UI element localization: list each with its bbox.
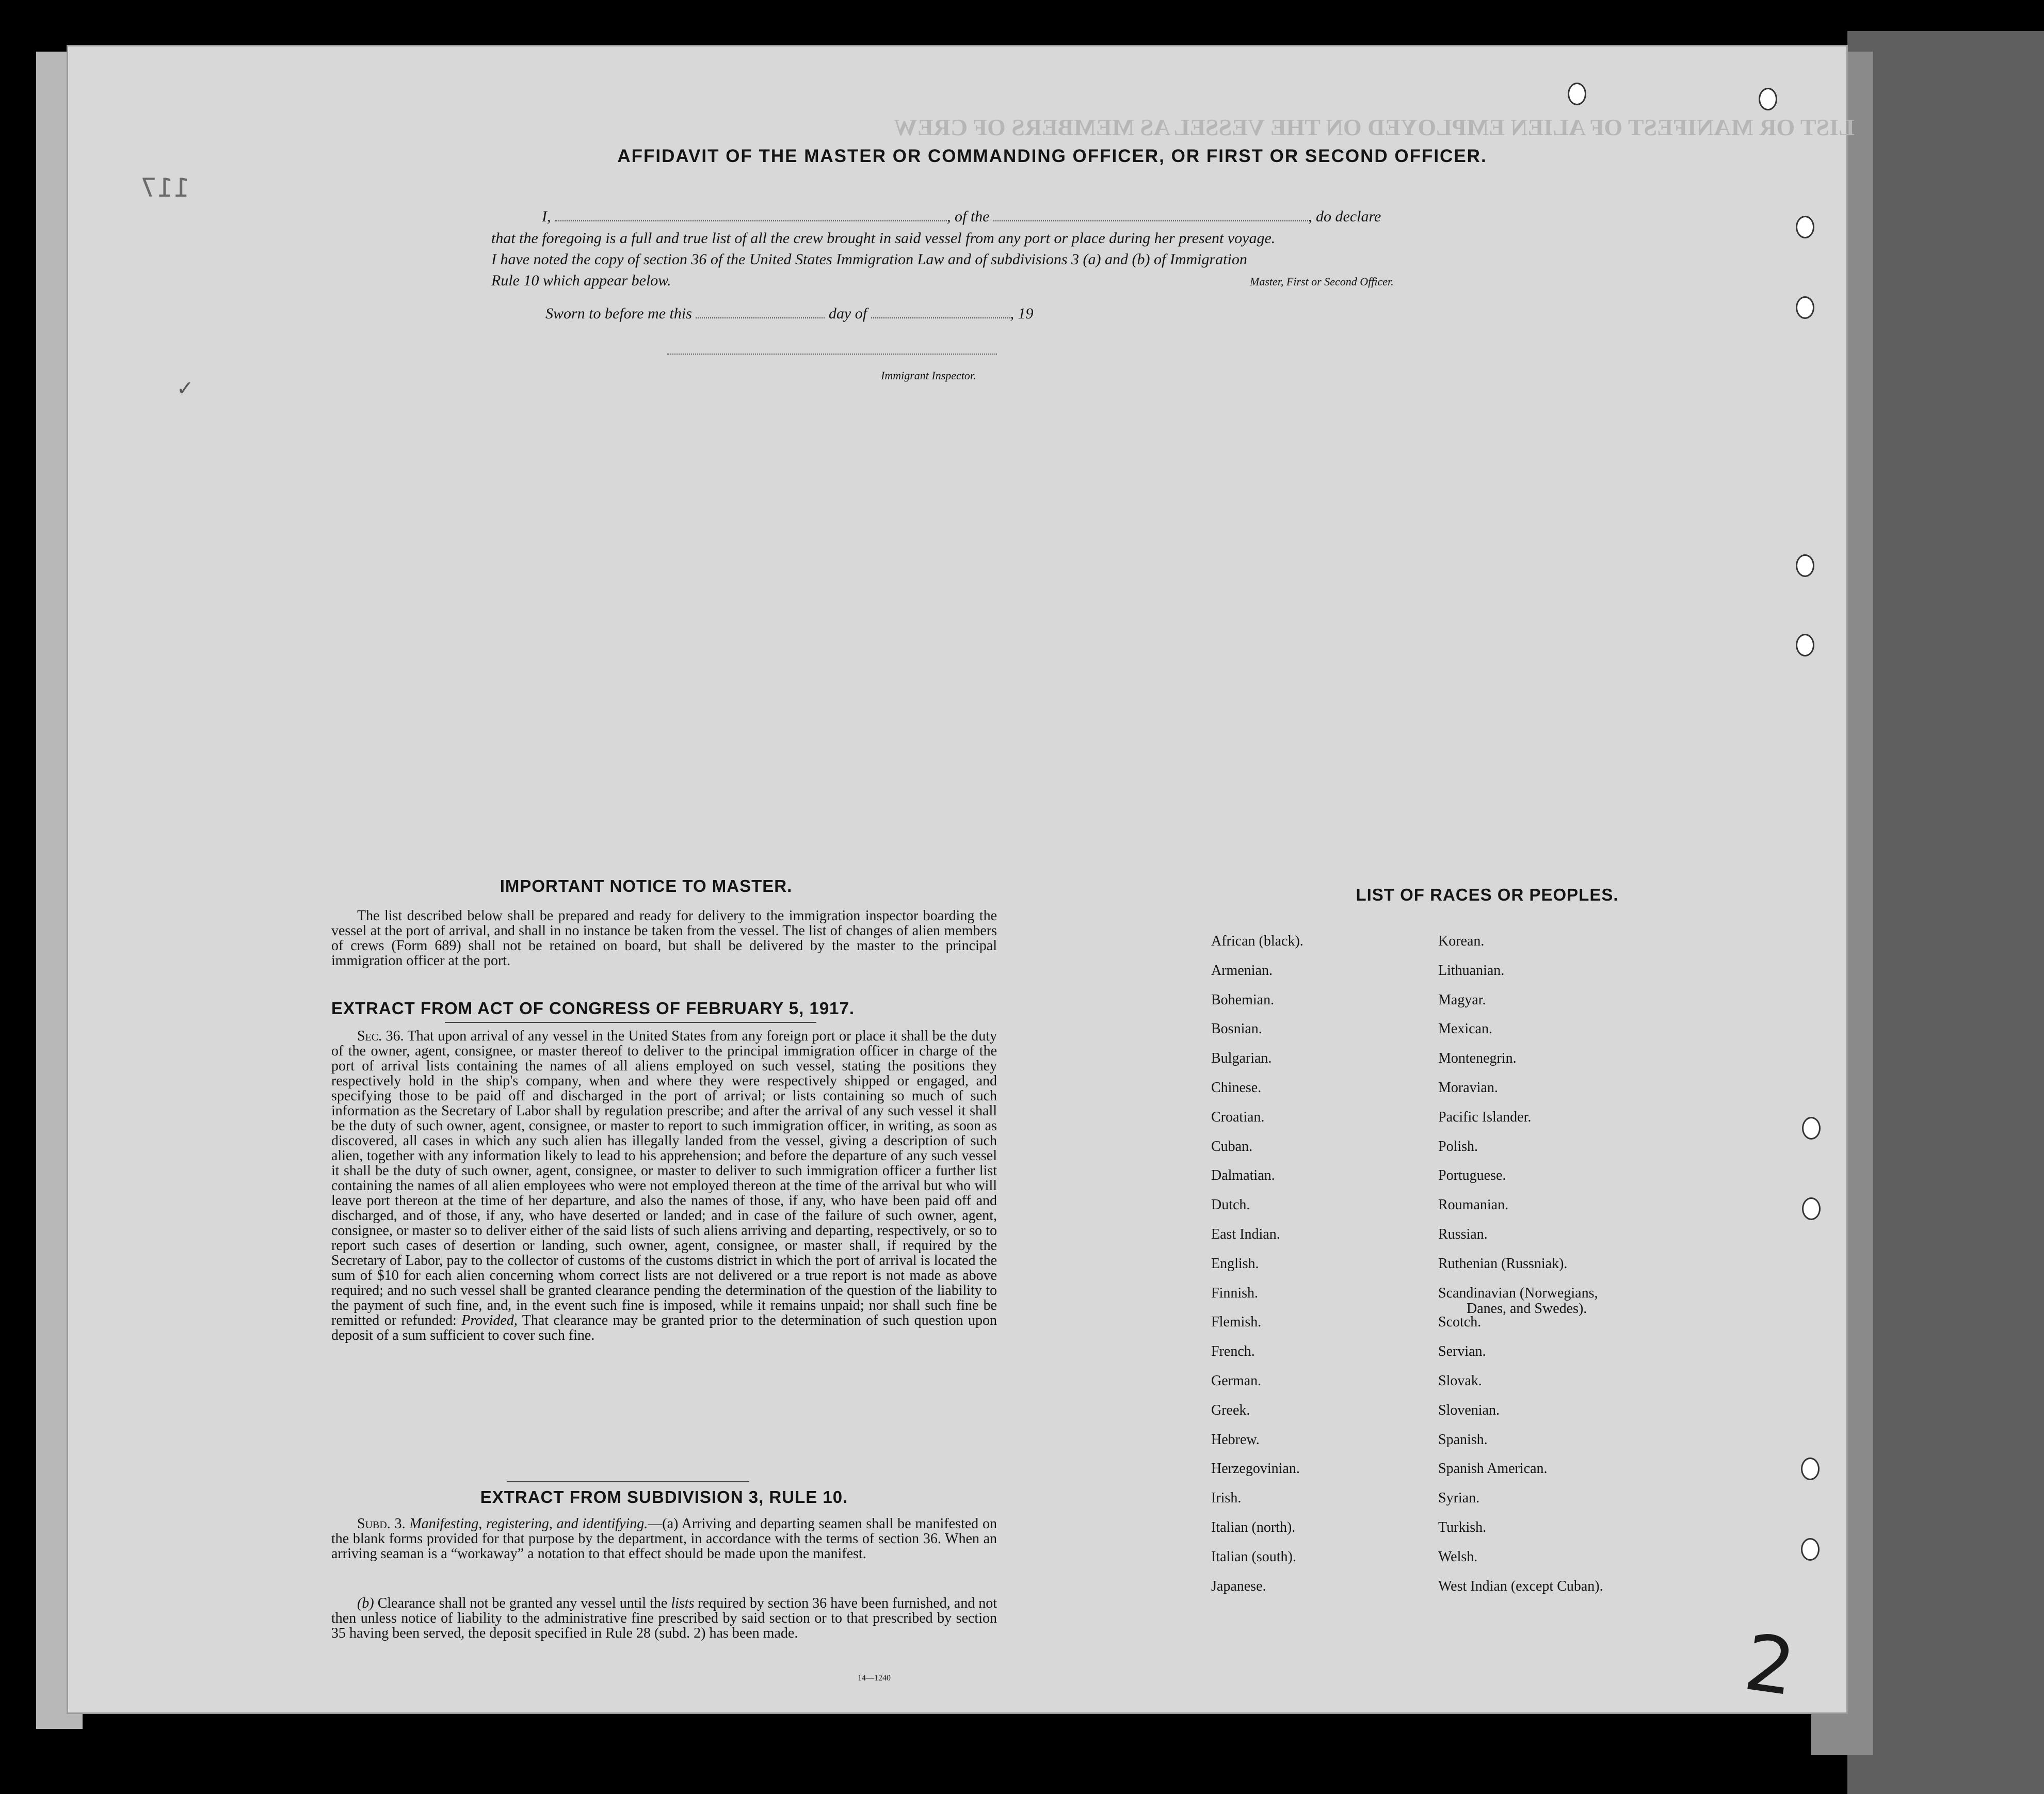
rule-10-para-b	[331, 1596, 997, 1641]
race-item: West Indian (except Cuban).	[1438, 1578, 1603, 1594]
extract-rule-top-rule	[507, 1481, 749, 1482]
race-item: Dutch.	[1211, 1197, 1250, 1213]
race-item: Polish.	[1438, 1138, 1478, 1155]
affidavit-i: I,	[542, 208, 551, 225]
inspector-label: Immigrant Inspector.	[881, 369, 976, 382]
extract-rule-title: EXTRACT FROM SUBDIVISION 3, RULE 10.	[480, 1487, 848, 1507]
race-item: Mexican.	[1438, 1021, 1492, 1037]
race-item: Slovenian.	[1438, 1402, 1500, 1418]
race-item: Moravian.	[1438, 1080, 1498, 1096]
form-number: 14—1240	[858, 1674, 891, 1683]
sec-36-label: Sec. 36.	[357, 1028, 404, 1044]
race-item: Russian.	[1438, 1226, 1488, 1242]
year-label: , 19	[1010, 305, 1034, 322]
race-item: Dalmatian.	[1211, 1167, 1275, 1184]
punch-hole-icon	[1568, 83, 1586, 105]
background-folder-edge	[1847, 31, 2044, 1794]
race-item: Japanese.	[1211, 1578, 1266, 1594]
extract-act-rule	[445, 1022, 816, 1023]
race-item: Pacific Islander.	[1438, 1109, 1532, 1125]
para-a-text: —(a) Arriving and departing seamen shall be manifested on the blank forms provided for that purpose by the department, in accordance with the terms of section 36. When an arriving seaman is a “workaway” a notation to that effect should be made upon the manifest.	[331, 1516, 997, 1562]
race-item: Syrian.	[1438, 1490, 1480, 1507]
race-item: Portuguese.	[1438, 1167, 1506, 1184]
race-item: Croatian.	[1211, 1109, 1265, 1125]
subd-title: Manifesting, registering, and identifying.	[409, 1516, 648, 1532]
day-of-label: day of	[828, 305, 867, 322]
affidavit-line-3: I have noted the copy of section 36 of the United States Immigration Law and of subdivisions 3 (a) and (b) of Immigration	[491, 251, 1247, 268]
para-b-text-2: required by section 36 have been furnished, and not then unless notice of liability to the administrative fine prescribed by said section or to that prescribed by section 35 having been served, the deposit specified in Rule 28 (subd. 2) has been made.	[331, 1595, 997, 1641]
margin-number: 117	[140, 173, 190, 203]
race-item: French.	[1211, 1343, 1255, 1360]
notice-text: The list described below shall be prepared and ready for delivery to the immigration inspector boarding the vessel at the port of arrival, and shall in no instance be taken from the vessel. The list of changes of alien members of crews (Form 689) shall not be retained on board, but shall be delivered by the master to the principal immigration officer at the port.	[331, 908, 997, 969]
punch-hole-icon	[1801, 1538, 1820, 1561]
sworn-label: Sworn to before me this	[545, 305, 692, 322]
sec-36-end: That clearance may be granted prior to the determination of such question upon deposit of a sum sufficient to cover such fine.	[331, 1312, 997, 1343]
para-b-text-1: Clearance shall not be granted any vessel until the	[377, 1595, 668, 1611]
affidavit-line-4: Rule 10 which appear below.	[491, 272, 671, 289]
punch-hole-icon	[1802, 1197, 1821, 1220]
subd-label: Subd. 3.	[357, 1516, 406, 1532]
race-item: Ruthenian (Russniak).	[1438, 1255, 1568, 1272]
para-b-label: (b)	[357, 1595, 374, 1611]
race-item: Bohemian.	[1211, 991, 1275, 1008]
document-page	[68, 46, 1855, 1713]
race-item: Italian (south).	[1211, 1548, 1296, 1565]
punch-hole-icon	[1796, 216, 1814, 238]
section-36-text	[331, 1029, 997, 1343]
handwritten-corner-mark: 2	[1739, 1617, 1801, 1713]
punch-hole-icon	[1796, 634, 1814, 656]
race-item: Servian.	[1438, 1343, 1486, 1360]
punch-hole-icon	[1759, 88, 1777, 110]
inspector-signature-line	[667, 354, 997, 356]
provided-word: Provided,	[461, 1312, 518, 1328]
race-item: English.	[1211, 1255, 1259, 1272]
race-item: German.	[1211, 1373, 1262, 1389]
race-item: Italian (north).	[1211, 1519, 1296, 1535]
punch-hole-icon	[1802, 1117, 1821, 1140]
race-item: Korean.	[1438, 933, 1485, 949]
race-item: Welsh.	[1438, 1548, 1478, 1565]
race-item: Cuban.	[1211, 1138, 1253, 1155]
punch-hole-icon	[1801, 1457, 1820, 1480]
race-item: Spanish.	[1438, 1431, 1488, 1448]
race-item: Irish.	[1211, 1490, 1242, 1507]
race-item: African (black).	[1211, 933, 1303, 949]
races-title: LIST OF RACES OR PEOPLES.	[1356, 885, 1619, 904]
race-item: East Indian.	[1211, 1226, 1280, 1242]
race-item: Flemish.	[1211, 1314, 1262, 1331]
rule-10-para-a	[331, 1516, 997, 1561]
sec-36-body: That upon arrival of any vessel in the United States from any foreign port or place it shall be the duty of the owner, agent, consignee, or master thereof to deliver to the principal immigration officer in charge of the port of arrival lists containing the names of all aliens employed on such vessel, stating the positions they respectively hold in the ship's company, when and where they were respectively shipped or engaged, and specifying those to be paid off and discharged in the port of arrival; or lists containing so much of such information as the Secretary of Labor shall by regulation prescribe; and after the arrival of any such vessel it shall be the duty of such owner, agent, consignee, or master to report to such immigration officer, in writing, as soon as discovered, all cases in which any such alien has illegally landed from the vessel, giving a description of such alien, together with any information likely to lead to his apprehension; and before the departure of any such vessel it shall be the duty of such owner, agent, consignee, or master to deliver to such immigration officer a further list containing the names of all alien employees who were not employed thereon at the time of the arrival but who will leave port thereon at the time of her departure, and also the names of those, if any, who have been paid off and discharged, and of those, if any, who have deserted or landed; and in case of the failure of such owner, agent, consignee, or master so to deliver either of the said lists of such aliens arriving and departing, respectively, or so to report such cases of desertion or landing, such owner, agent, consignee, or master shall, if required by the Secretary of Labor, pay to the collector of customs of the customs district in which the port of arrival is located the sum of $10 for each alien concerning whom correct lists are not delivered or a true report is not made as above required; and no such vessel shall be granted clearance pending the determination of the question of the liability to the payment of such fine, and, in the event such fine is imposed, while it remains unpaid; nor shall such fine be remitted or refunded:	[331, 1028, 997, 1328]
affidavit-of-the: , of the	[947, 208, 990, 225]
punch-hole-icon	[1796, 554, 1814, 577]
affidavit-declare: , do declare	[1308, 208, 1381, 225]
race-item: Montenegrin.	[1438, 1050, 1517, 1067]
race-item: Finnish.	[1211, 1285, 1259, 1301]
punch-hole-icon	[1796, 296, 1814, 319]
vessel-blank	[993, 220, 1308, 221]
race-item: Armenian.	[1211, 962, 1273, 979]
notice-title: IMPORTANT NOTICE TO MASTER.	[500, 876, 793, 895]
race-item: Spanish American.	[1438, 1461, 1548, 1477]
race-item: Roumanian.	[1438, 1197, 1509, 1213]
race-item: Scotch.	[1438, 1314, 1482, 1331]
sworn-day-blank	[696, 317, 825, 318]
race-item: Chinese.	[1211, 1080, 1262, 1096]
name-blank	[555, 220, 947, 221]
sworn-line	[545, 303, 1216, 324]
race-item: Hebrew.	[1211, 1431, 1260, 1448]
race-item: Scandinavian (Norwegians,	[1438, 1285, 1598, 1301]
race-item: Slovak.	[1438, 1373, 1482, 1389]
extract-act-title: EXTRACT FROM ACT OF CONGRESS OF FEBRUARY 5, 1917.	[331, 999, 855, 1018]
master-signature-label: Master, First or Second Officer.	[1250, 275, 1394, 288]
race-item: Bulgarian.	[1211, 1050, 1272, 1067]
check-mark: ✓	[176, 377, 194, 401]
race-item: Herzegovinian.	[1211, 1461, 1300, 1477]
race-item: Magyar.	[1438, 991, 1486, 1008]
race-item: Turkish.	[1438, 1519, 1487, 1535]
affidavit-line-2: that the foregoing is a full and true list of all the crew brought in said vessel from any port or place during her present voyage.	[491, 230, 1276, 247]
race-item: Lithuanian.	[1438, 962, 1505, 979]
affidavit-line-1	[542, 206, 1553, 227]
sworn-month-blank	[871, 317, 1010, 318]
affidavit-title: AFFIDAVIT OF THE MASTER OR COMMANDING OFFICER, OR FIRST OR SECOND OFFICER.	[617, 146, 1487, 166]
race-item: Bosnian.	[1211, 1021, 1262, 1037]
race-item: Greek.	[1211, 1402, 1250, 1418]
race-item: Danes, and Swedes).	[1467, 1300, 1587, 1317]
bleed-through-heading: LIST OR MANIFEST OF ALIEN EMPLOYED ON THE VESSEL AS MEMBERS OF CREW	[894, 114, 1855, 140]
para-b-lists: lists	[671, 1595, 695, 1611]
